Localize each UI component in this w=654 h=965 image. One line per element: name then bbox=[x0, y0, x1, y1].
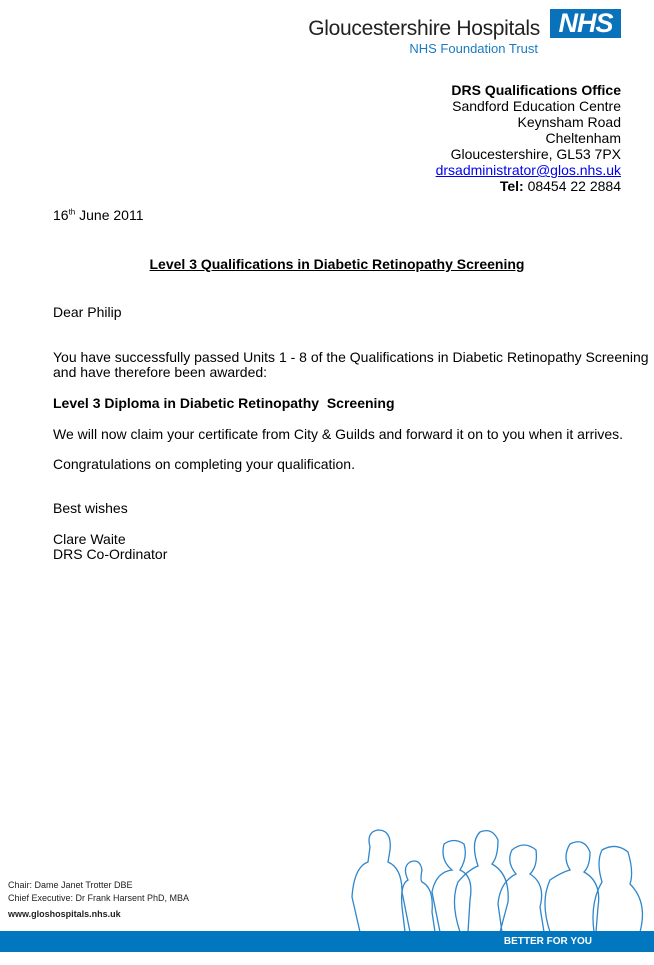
footer-slogan: BETTER FOR YOU bbox=[503, 936, 592, 947]
nhs-logo: NHS bbox=[550, 9, 621, 38]
body-text: We will now claim your certificate from City & Guilds and forward it on to you when it arrives. bbox=[53, 426, 624, 442]
email-link[interactable]: drsadministrator@glos.nhs.uk bbox=[435, 162, 621, 178]
org-subtitle: NHS Foundation Trust bbox=[409, 41, 538, 56]
letter-title: Level 3 Qualifications in Diabetic Retinopathy Screening bbox=[149, 256, 525, 272]
body-text: Congratulations on completing your qualification. bbox=[53, 456, 355, 472]
footer-ceo: Chief Executive: Dr Frank Harsent PhD, MBA bbox=[8, 893, 190, 903]
address-line: Sandford Education Centre bbox=[452, 98, 621, 114]
address-line: Cheltenham bbox=[545, 130, 621, 146]
date-suffix: th bbox=[68, 207, 76, 217]
people-silhouettes-illustration bbox=[340, 822, 654, 932]
signer-name: Clare Waite bbox=[53, 531, 126, 547]
signer-role: DRS Co-Ordinator bbox=[53, 546, 168, 562]
date-day: 16 bbox=[53, 207, 69, 223]
closing: Best wishes bbox=[53, 500, 128, 516]
award-name: Level 3 Diploma in Diabetic Retinopathy Screening bbox=[53, 395, 395, 411]
sender-address bbox=[436, 82, 621, 194]
salutation: Dear Philip bbox=[53, 304, 122, 320]
date-rest: June 2011 bbox=[75, 207, 144, 223]
body-text: You have successfully passed Units 1 - 8 of the Qualifications in Diabetic Retinopathy Screening bbox=[53, 349, 649, 365]
tel-label: Tel: bbox=[499, 178, 524, 194]
footer-website[interactable]: www.gloshospitals.nhs.uk bbox=[8, 909, 121, 919]
body-text: and have therefore been awarded: bbox=[53, 364, 268, 380]
footer-chair: Chair: Dame Janet Trotter DBE bbox=[8, 880, 133, 890]
org-name: Gloucestershire Hospitals bbox=[308, 17, 540, 40]
tel-number: 08454 22 2884 bbox=[527, 178, 621, 194]
office-name: DRS Qualifications Office bbox=[451, 82, 621, 98]
address-line: Gloucestershire, GL53 7PX bbox=[450, 146, 621, 162]
letter-date bbox=[53, 207, 144, 223]
address-line: Keynsham Road bbox=[517, 114, 621, 130]
